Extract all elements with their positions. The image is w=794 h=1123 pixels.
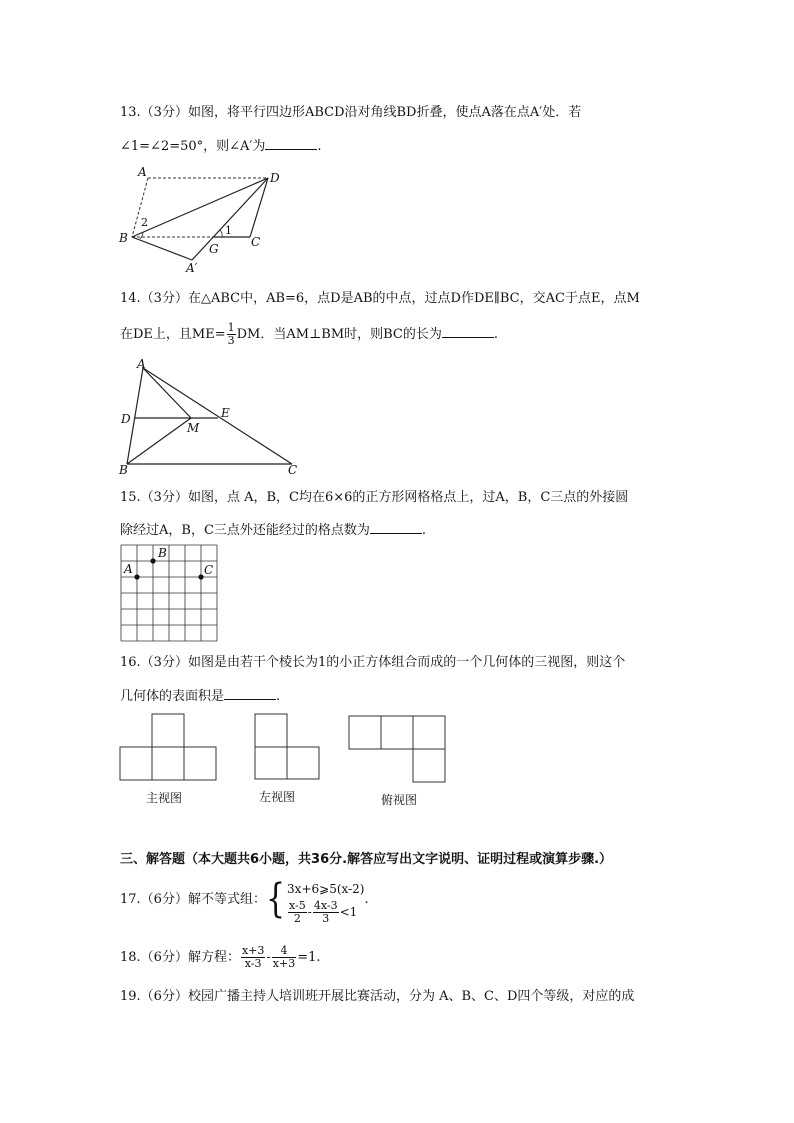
q15-label-A: A — [124, 562, 133, 576]
q15-grid — [121, 545, 217, 641]
q15-point-B — [150, 558, 155, 563]
q13-line-BD — [132, 178, 268, 237]
q17-minus: - — [307, 904, 312, 919]
q13-text-line2 — [120, 137, 322, 155]
q17-frac2-den: 3 — [322, 911, 330, 925]
q15-label-C: C — [204, 563, 214, 577]
q15-grid-figure — [110, 540, 225, 650]
q14-text-line1: 14.（3分）在△ABC中，AB=6，点D是AB的中点，过点D作DE∥BC，交AC于点E，点M — [120, 291, 640, 306]
q14-text-line2 — [120, 322, 498, 347]
q15-text-line2 — [120, 521, 426, 539]
q13-text-line2a: ∠1=∠2=50°，则∠A′为 — [120, 139, 266, 154]
q18-suffix: =1. — [297, 950, 321, 965]
q18-prefix: 18.（6分）解方程： — [120, 950, 240, 965]
q17-lt: <1 — [339, 904, 358, 919]
q17-prefix: 17.（6分）解不等式组： — [120, 892, 266, 907]
q16-caption-left: 左视图 — [259, 790, 296, 804]
q18-frac1-den: x-3 — [244, 957, 262, 970]
q17-frac1-num: x-5 — [289, 898, 306, 912]
q14-frac-den: 3 — [227, 334, 235, 347]
q16-caption-front: 主视图 — [146, 791, 183, 805]
q13-label-angle1: 1 — [225, 224, 232, 237]
q14-label-M: M — [187, 421, 200, 435]
q15-text-line2a: 除经过A，B，C三点外还能经过的格点数为 — [120, 523, 370, 538]
q17-ineq2 — [287, 898, 364, 925]
q17-frac2 — [313, 900, 339, 925]
q14-fraction — [227, 322, 236, 347]
q13-label-C: C — [251, 235, 261, 249]
q14-line-BM — [127, 418, 191, 464]
q13-angle-arc-1 — [220, 230, 222, 237]
q14-label-A: A — [137, 357, 146, 371]
q13-figure — [110, 165, 310, 277]
q14-label-C: C — [288, 463, 298, 477]
q13-text-line1: 13.（3分）如图，将平行四边形ABCD沿对角线BD折叠，使点A落在点A′处．若 — [120, 105, 582, 120]
section3-heading: 三、解答题（本大题共6小题，共36分.解答应写出文字说明、证明过程或演算步骤.） — [120, 852, 613, 867]
q13-answer-blank[interactable] — [265, 137, 317, 150]
q14-label-B: B — [119, 463, 128, 477]
q18-frac1-num: x+3 — [241, 944, 265, 957]
q14-label-E: E — [221, 406, 230, 420]
q13-label-angle2: 2 — [141, 216, 148, 229]
q17-brace-icon: { — [265, 875, 286, 923]
q13-line-BA2 — [132, 237, 192, 260]
q14-text-line2a: 在DE上，且ME= — [120, 327, 226, 342]
q15-text-line1: 15.（3分）如图，点 A，B，C均在6×6的正方形网格格点上，过A，B，C三点的外接圆 — [120, 490, 629, 505]
q14-text-line2c: . — [493, 327, 499, 342]
q16-three-views — [110, 710, 460, 810]
q14-text-line2b: DM．当AM⊥BM时，则BC的长为 — [236, 327, 442, 342]
q14-frac-num: 1 — [227, 321, 235, 334]
q16-front-view — [120, 714, 216, 780]
q16-left-view — [255, 714, 319, 779]
q15-answer-blank[interactable] — [370, 521, 422, 534]
q13-label-G: G — [209, 242, 219, 256]
q19-text-line1: 19.（6分）校园广播主持人培训班开展比赛活动，分为 A、B、C、D四个等级，对应的成 — [120, 989, 635, 1004]
q16-text-line2a: 几何体的表面积是 — [120, 689, 225, 704]
q15-label-B: B — [158, 546, 167, 560]
q17-frac1-den: 2 — [293, 911, 301, 925]
q13-label-A-prime: A′ — [186, 261, 198, 275]
q16-text-line2b: . — [276, 689, 281, 704]
q17-suffix: . — [364, 892, 369, 907]
q18-frac2-num: 4 — [272, 945, 296, 958]
q18-minus: - — [266, 950, 271, 965]
q17-text — [120, 876, 369, 928]
q18-frac2-den: x+3 — [272, 957, 296, 970]
q16-answer-blank[interactable] — [224, 687, 276, 700]
q14-line-AC — [143, 368, 292, 464]
q15-point-C — [198, 574, 203, 579]
q17-system — [287, 878, 365, 925]
q16-text-line1: 16.（3分）如图是由若干个棱长为1的小正方体组合而成的一个几何体的三视图，则这个 — [120, 655, 626, 670]
q16-caption-top: 俯视图 — [381, 793, 418, 807]
q15-point-A — [134, 574, 139, 579]
q17-frac2-num: 4x-3 — [313, 898, 338, 912]
q13-label-B: B — [119, 231, 128, 245]
q13-text-line2b: . — [317, 139, 322, 154]
q14-figure — [110, 355, 310, 477]
q16-text-line2 — [120, 687, 280, 705]
q13-label-D: D — [270, 171, 280, 185]
q14-answer-blank[interactable] — [442, 325, 494, 338]
q15-text-line2b: . — [421, 523, 427, 538]
q18-frac2 — [272, 945, 296, 970]
q17-frac1 — [288, 900, 307, 925]
q18-text — [120, 944, 321, 972]
q14-line-AM — [143, 368, 191, 418]
q16-top-view — [349, 716, 445, 782]
q13-label-A: A — [138, 165, 147, 179]
q18-frac1 — [241, 945, 265, 970]
q14-label-D: D — [121, 412, 131, 426]
q17-ineq1: 3x+6⩾5(x-2) — [287, 881, 365, 896]
